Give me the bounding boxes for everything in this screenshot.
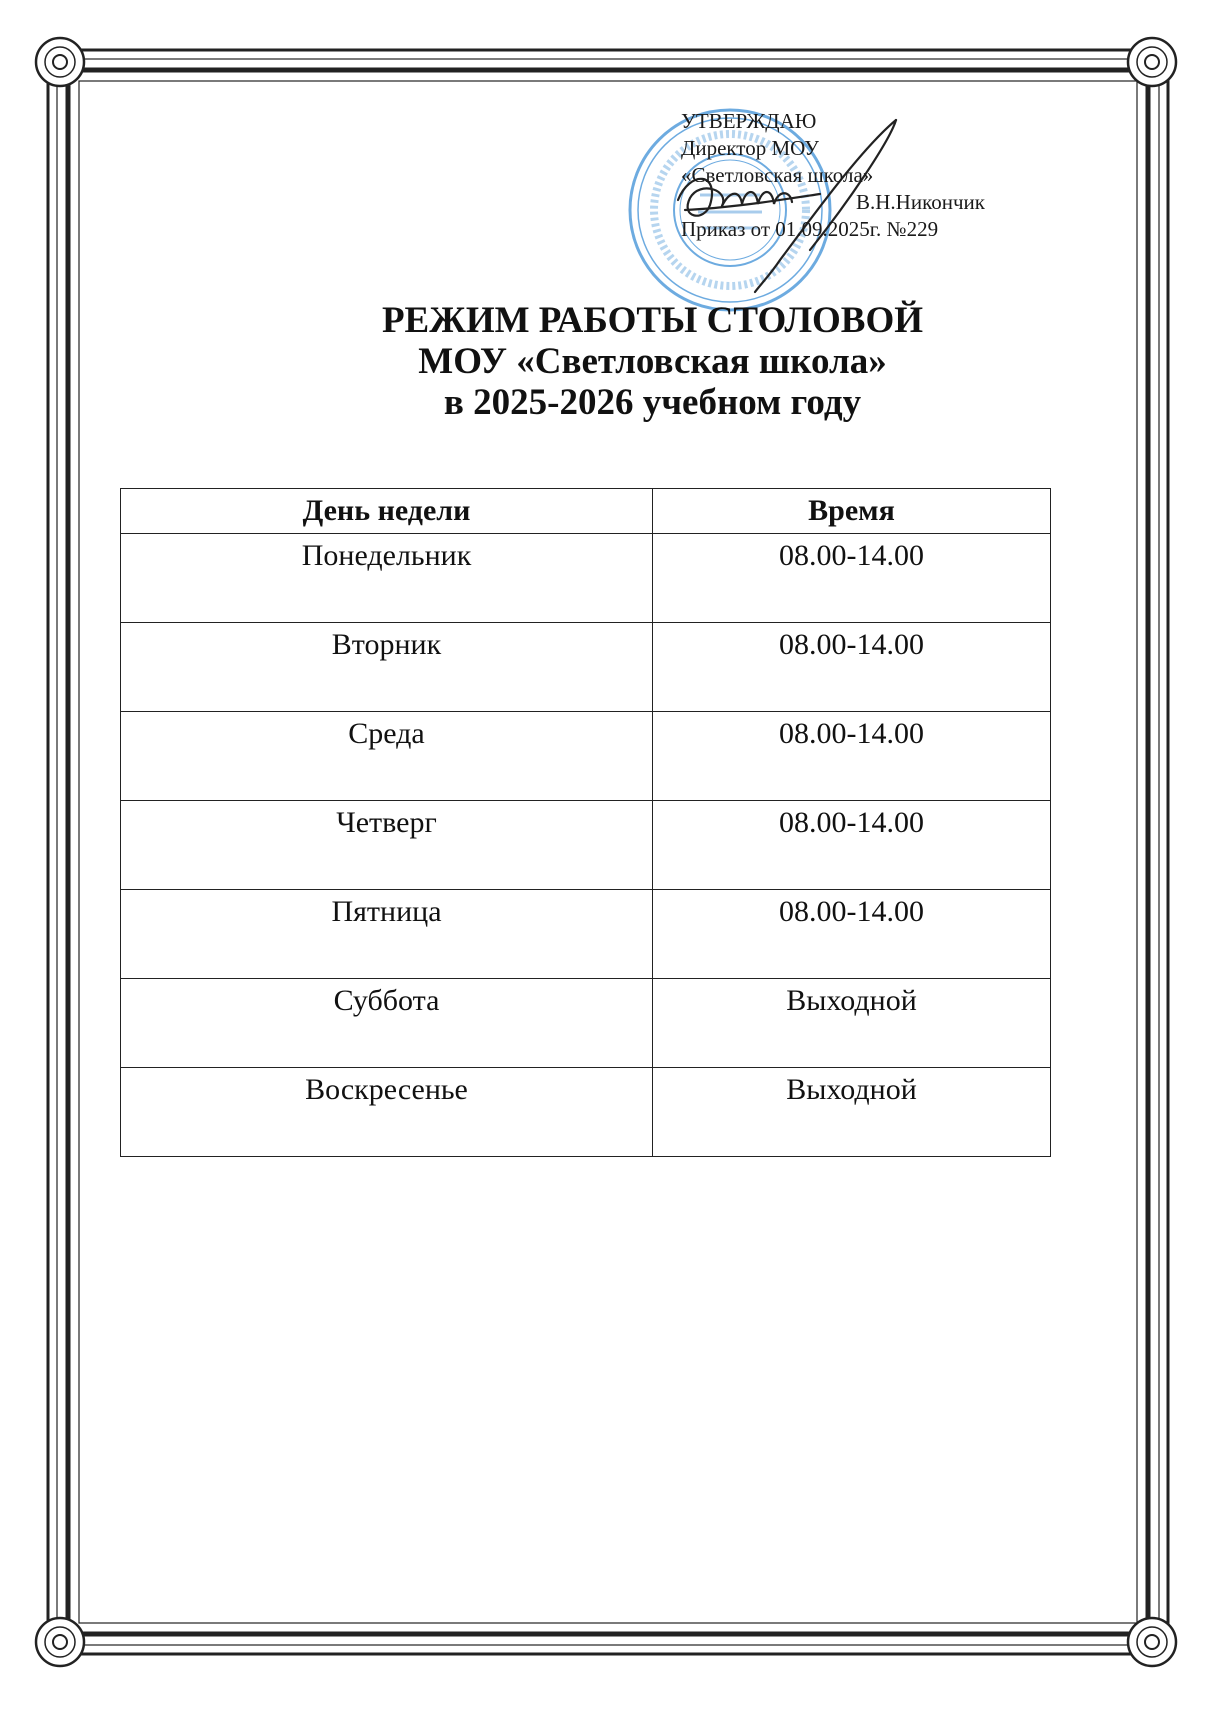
title-line-1: РЕЖИМ РАБОТЫ СТОЛОВОЙ	[381, 300, 924, 341]
table-row	[121, 534, 1051, 623]
title-line-3: в 2025-2026 учебном году	[443, 382, 862, 423]
approval-block	[681, 108, 1021, 243]
canteen-schedule-table	[120, 488, 1051, 1157]
table-row	[121, 623, 1051, 712]
day-cell: Вторник	[121, 623, 653, 712]
day-cell: Среда	[121, 712, 653, 801]
day-cell: Суббота	[121, 979, 653, 1068]
time-cell: 08.00-14.00	[653, 623, 1051, 712]
table-row	[121, 712, 1051, 801]
table-row	[121, 1068, 1051, 1157]
table-row	[121, 979, 1051, 1068]
time-cell: 08.00-14.00	[653, 890, 1051, 979]
time-cell: Выходной	[653, 979, 1051, 1068]
table-row	[121, 890, 1051, 979]
approval-organization: «Светловская школа»	[681, 163, 874, 187]
approval-order: Приказ от 01.09.2025г. №229	[681, 217, 939, 241]
time-cell: 08.00-14.00	[653, 712, 1051, 801]
header-day: День недели	[121, 489, 653, 534]
approval-signer-name: В.Н.Никончик	[856, 190, 985, 214]
approval-position: Директор МОУ	[681, 136, 819, 160]
table-row	[121, 801, 1051, 890]
day-cell: Воскресенье	[121, 1068, 653, 1157]
time-cell: 08.00-14.00	[653, 534, 1051, 623]
day-cell: Пятница	[121, 890, 653, 979]
header-time: Время	[653, 489, 1051, 534]
time-cell: 08.00-14.00	[653, 801, 1051, 890]
document-title	[120, 300, 1185, 423]
table-header-row	[121, 489, 1051, 534]
approval-heading: УТВЕРЖДАЮ	[681, 109, 817, 133]
time-cell: Выходной	[653, 1068, 1051, 1157]
day-cell: Четверг	[121, 801, 653, 890]
title-line-2: МОУ «Светловская школа»	[418, 341, 887, 382]
day-cell: Понедельник	[121, 534, 653, 623]
